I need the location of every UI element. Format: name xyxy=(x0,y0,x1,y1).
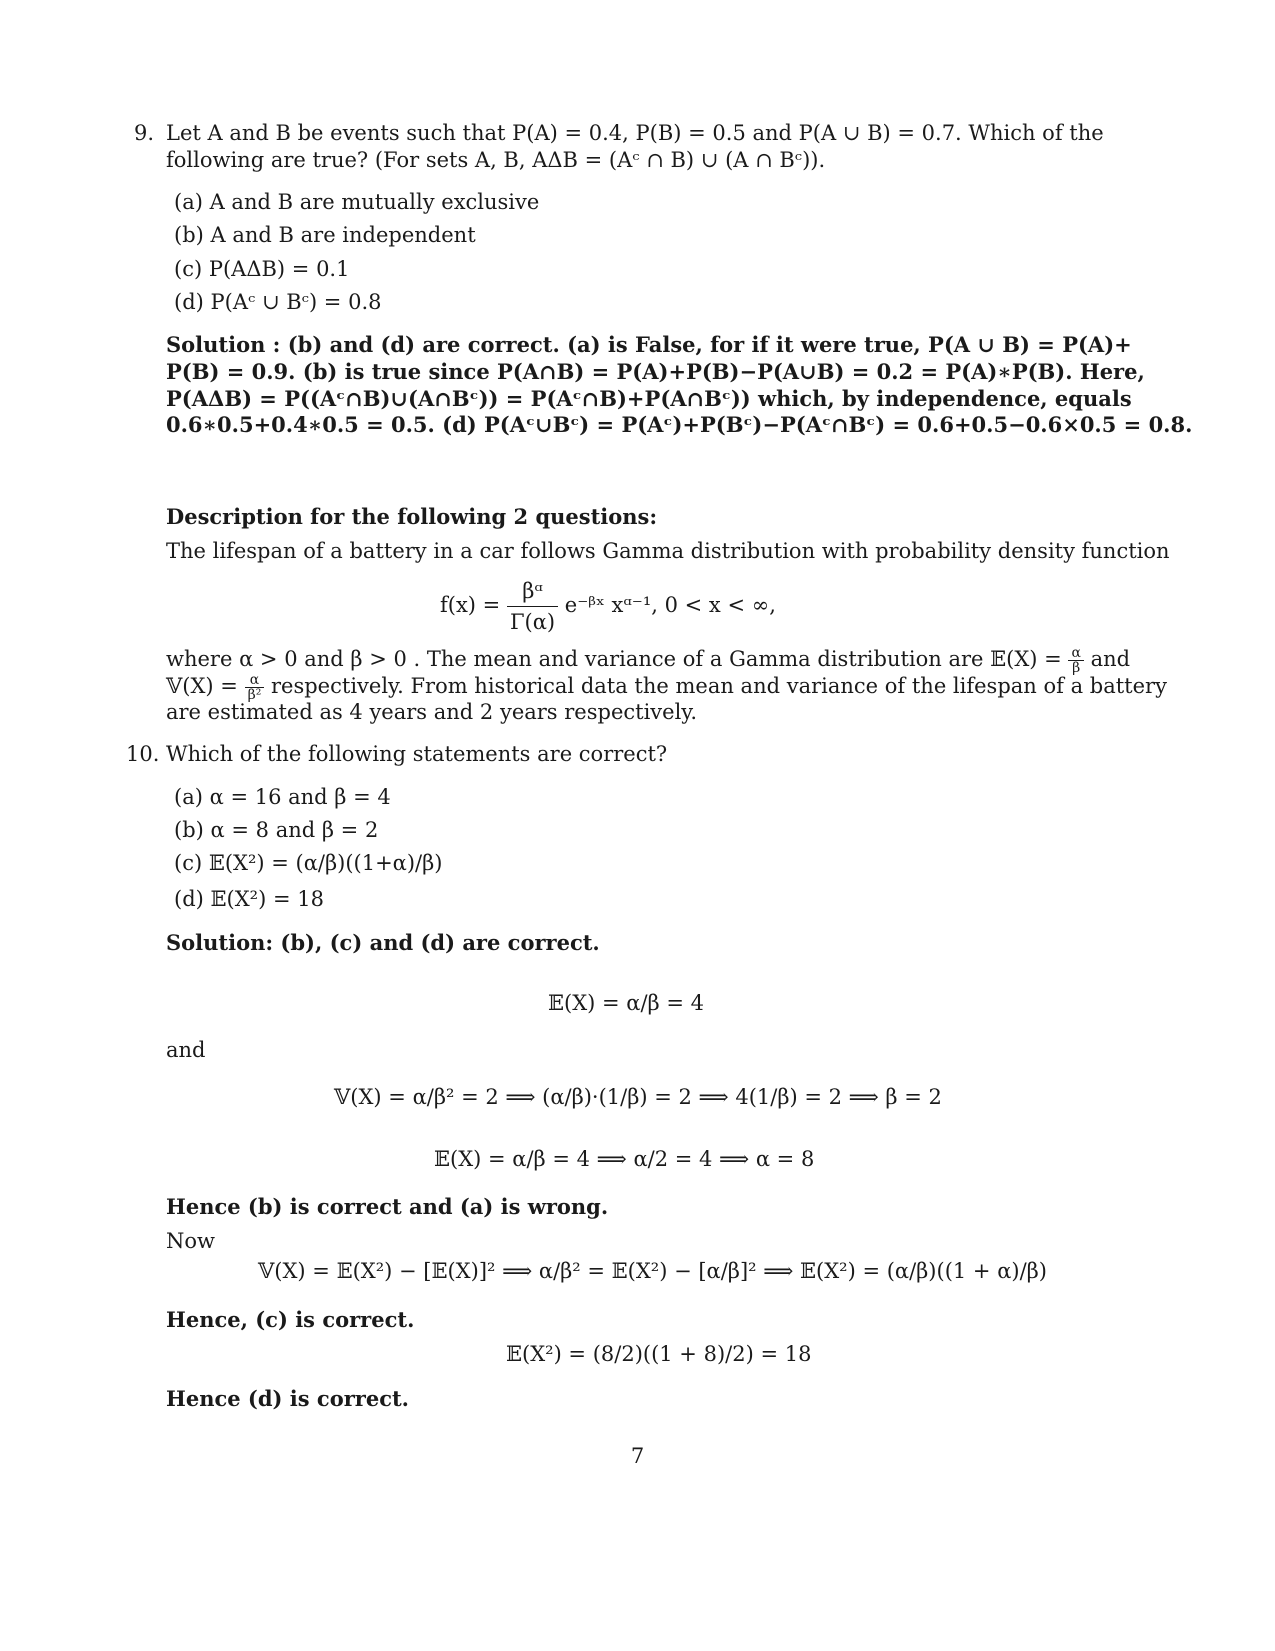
and-text: and xyxy=(166,1038,206,1062)
q9-stem-line1: Let A and B be events such that P(A) = 0.4, P(B) = 0.5 and P(A ∪ B) = 0.7. Which of the xyxy=(166,121,1104,145)
q9-solution-line4: 0.6∗0.5+0.4∗0.5 = 0.5. (d) P(Aᶜ∪Bᶜ) = P(Aᶜ)+P(Bᶜ)−P(Aᶜ∩Bᶜ) = 0.6+0.5−0.6×0.5 = 0.8. xyxy=(166,412,1193,437)
q9-solution-line2: P(B) = 0.9. (b) is true since P(A∩B) = P(A)+P(B)−P(A∪B) = 0.2 = P(A)∗P(B). Here, xyxy=(166,359,1145,384)
q9-solution-line3: P(AΔB) = P((Aᶜ∩B)∪(A∩Bᶜ)) = P(Aᶜ∩B)+P(A∩Bᶜ)) which, by independence, equals xyxy=(166,386,1132,411)
description-line4: are estimated as 4 years and 2 years respectively. xyxy=(166,700,698,724)
description-heading: Description for the following 2 questions: xyxy=(166,504,658,529)
q10-stem: Which of the following statements are correct? xyxy=(166,742,668,766)
equation-mean: 𝔼(X) = α/β = 4 xyxy=(548,991,704,1015)
description-line3: 𝕍(X) = $\frac{\alpha}{\text{β²}}$ respectively. From historical data the mean and variance of the lifespan of a battery xyxy=(166,672,1167,703)
q9-option-a: (a) A and B are mutually exclusive xyxy=(174,190,540,214)
q10-option-a: (a) α = 16 and β = 4 xyxy=(174,785,391,809)
description-line2: where α > 0 and β > 0 . The mean and variance of a Gamma distribution are 𝔼(X) = $\frac{\alpha}{\beta}$ and xyxy=(166,645,1131,676)
q9-solution-line1: Solution : (b) and (d) are correct. (a) is False, for if it were true, P(A ∪ B) = P(A)+ xyxy=(166,332,1132,357)
q9-option-b: (b) A and B are independent xyxy=(174,223,476,247)
q9-option-c: (c) P(AΔB) = 0.1 xyxy=(174,257,350,281)
q10-number: 10. xyxy=(126,742,160,766)
description-line1: The lifespan of a battery in a car follows Gamma distribution with probability density function xyxy=(166,539,1170,563)
q10-option-c: (c) 𝔼(X²) = (α/β)((1+α)/β) xyxy=(174,851,443,875)
hence-b-text: Hence (b) is correct and (a) is wrong. xyxy=(166,1194,609,1219)
equation-variance-beta: 𝕍(X) = α/β² = 2 ⟹ (α/β)·(1/β) = 2 ⟹ 4(1/β) = 2 ⟹ β = 2 xyxy=(334,1085,942,1109)
q9-number: 9. xyxy=(134,121,155,145)
equation-second-moment-value: 𝔼(X²) = (8/2)((1 + 8)/2) = 18 xyxy=(506,1342,812,1366)
q10-option-d: (d) 𝔼(X²) = 18 xyxy=(174,887,324,911)
q10-option-b: (b) α = 8 and β = 2 xyxy=(174,818,379,842)
gamma-pdf-formula: f(x) = $\frac{\text{βᵅ}}{\Gamma(\alpha)}$ e⁻ᵝˣ xᵅ⁻¹, 0 < x < ∞, xyxy=(440,576,776,637)
q9-stem-line2: following are true? (For sets A, B, AΔB = (Aᶜ ∩ B) ∪ (A ∩ Bᶜ)). xyxy=(166,148,826,172)
q10-solution-heading: Solution: (b), (c) and (d) are correct. xyxy=(166,930,600,955)
page-number: 7 xyxy=(630,1444,645,1468)
equation-second-moment: 𝕍(X) = 𝔼(X²) − [𝔼(X)]² ⟹ α/β² = 𝔼(X²) − [α/β]² ⟹ 𝔼(X²) = (α/β)((1 + α)/β) xyxy=(258,1259,1047,1283)
pdf-fraction: $\frac{\text{βᵅ}}{\Gamma(\alpha)}$ xyxy=(507,576,558,637)
now-text: Now xyxy=(166,1229,215,1253)
q9-option-d: (d) P(Aᶜ ∪ Bᶜ) = 0.8 xyxy=(174,290,382,314)
hence-c-text: Hence, (c) is correct. xyxy=(166,1307,415,1332)
hence-d-text: Hence (d) is correct. xyxy=(166,1386,409,1411)
equation-alpha: 𝔼(X) = α/β = 4 ⟹ α/2 = 4 ⟹ α = 8 xyxy=(434,1147,815,1171)
